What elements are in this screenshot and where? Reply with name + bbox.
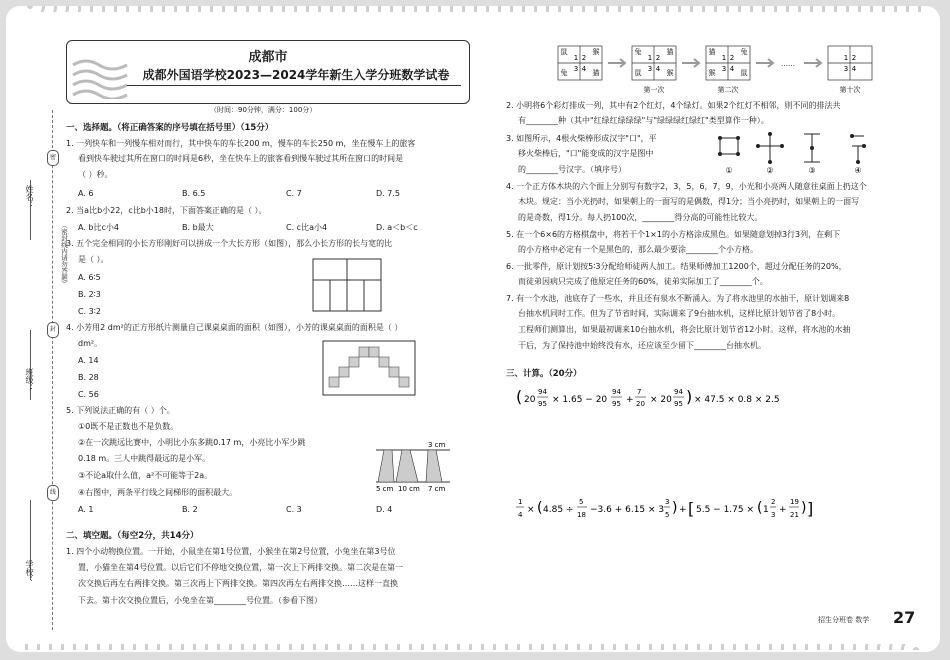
q1-option-d: D. 7.5 <box>376 189 400 198</box>
f3-line3: 的________号汉字。（填序号） <box>518 165 626 174</box>
svg-text:2: 2 <box>729 54 735 62</box>
q5-item4: ④右图中，两条平行线之间梯形的面积最大。 <box>78 488 238 497</box>
grid0-mouse: 鼠 <box>560 48 568 56</box>
f4-line1: 4. 一个正方体木块的六个面上分别写有数字2，3，5，6，7，9，小光和小亮两人随意往桌面上扔这个 <box>506 182 867 191</box>
q4-desk-figure <box>322 340 416 396</box>
arrow-icon <box>608 59 625 67</box>
seal-hint: （密封线内请勿答题） <box>60 222 68 287</box>
grid2-cat: 猫 <box>708 48 716 56</box>
svg-text:3: 3 <box>665 498 670 506</box>
f4-line3: 的是奇数，得1分。每人扔100次，________得分高的可能性比较大。 <box>518 213 763 222</box>
svg-text:1: 1 <box>721 54 727 62</box>
svg-text:(: ( <box>757 500 763 516</box>
f1-line3: 次交换后再左右两排交换。第三次再上下两排交换。第四次再左右两排交换……这样一直换 <box>78 579 398 588</box>
grid2-rabbit: 兔 <box>740 48 748 56</box>
match-label-2: ② <box>766 166 774 175</box>
svg-text:4: 4 <box>851 65 857 73</box>
svg-text:× 20: × 20 <box>650 395 672 405</box>
q5-line1: 5. 下列说法正确的有（ ）个。 <box>66 406 175 415</box>
svg-text:]: ] <box>807 499 814 518</box>
svg-text:4: 4 <box>518 511 523 519</box>
svg-text:): ) <box>801 500 807 516</box>
title-underline <box>127 85 461 86</box>
section-choice: 一、选择题。（将正确答案的序号填在括号里）（15分） <box>66 123 274 133</box>
q5-fig-label-1: 5 cm <box>376 485 394 493</box>
q1-option-a: A. 6 <box>78 189 94 198</box>
q4-line2: dm²。 <box>78 339 103 348</box>
svg-text:1: 1 <box>843 54 849 62</box>
animal-swap-figure <box>556 44 896 96</box>
q5-option-d: D. 4 <box>376 505 393 514</box>
svg-text:(: ( <box>516 387 523 406</box>
svg-text:94: 94 <box>674 388 683 396</box>
svg-text:2: 2 <box>581 54 587 62</box>
arrow-icon <box>804 59 821 67</box>
q2-option-d: D. a＜b＜c <box>376 223 418 232</box>
q5-option-b: B. 2 <box>182 505 198 514</box>
svg-text:+: + <box>626 395 634 405</box>
section-fill: 二、填空题。（每空2分，共14分） <box>66 531 199 541</box>
q4-option-a: A. 14 <box>78 356 99 365</box>
grid0-monkey: 猴 <box>592 48 600 56</box>
q5-fig-label-top: 3 cm <box>428 441 446 449</box>
grid1-monkey: 猴 <box>666 69 674 77</box>
svg-text:+: + <box>679 505 687 515</box>
caption-second: 第二次 <box>717 86 739 94</box>
svg-text:7: 7 <box>637 388 642 396</box>
f3-line1: 3. 如图所示，4根火柴棒形成汉字"口"，平 <box>506 134 657 143</box>
section-calc: 三、计算。（20分） <box>506 369 582 379</box>
q2-option-a: A. b比c小4 <box>78 223 119 232</box>
f3-line2: 移火柴棒后，"口"能变成的汉字是图中 <box>518 149 654 158</box>
q2-line1: 2. 当a比b小22，c比b小18时，下面答案正确的是（ ）。 <box>66 206 267 215</box>
q1-option-b: B. 6.5 <box>182 189 206 198</box>
svg-text:): ) <box>672 500 678 516</box>
class-label: 班级： <box>25 368 34 392</box>
svg-text:20: 20 <box>636 400 645 408</box>
svg-text:−3.6 + 6.15 × 3: −3.6 + 6.15 × 3 <box>590 505 665 515</box>
feng-mark: 封 <box>47 322 59 338</box>
q5-item3: ③不论a取什么值，a²不可能等于2a。 <box>78 471 213 480</box>
q3-option-b: B. 2∶3 <box>78 290 101 299</box>
page-number: 27 <box>893 608 916 627</box>
ellipsis-dots: …… <box>781 60 795 68</box>
q4-option-b: B. 28 <box>78 373 99 382</box>
footer-label: 招生分班卷 数学 <box>818 616 870 624</box>
exam-time: （时间：90分钟，满分：100分） <box>210 106 317 114</box>
seal-dashed-line <box>52 110 53 630</box>
q1-line1: 1. 一列快车和一列慢车相对而行，其中快车的车长200 m，慢车的车长250 m，坐在慢车上的旅客 <box>66 139 416 148</box>
q1-option-c: C. 7 <box>286 189 302 198</box>
svg-text:+: + <box>779 505 787 515</box>
q5-trapezoid-figure <box>372 438 452 494</box>
svg-text:3: 3 <box>573 65 579 73</box>
q3-option-c: C. 3∶2 <box>78 307 101 316</box>
q5-option-a: A. 1 <box>78 505 94 514</box>
svg-text:95: 95 <box>538 400 547 408</box>
svg-text:95: 95 <box>674 400 683 408</box>
svg-text:4: 4 <box>655 65 661 73</box>
q3-line2: 是（ ）。 <box>78 255 109 264</box>
arrow-icon <box>756 59 773 67</box>
q5-item2b: 0.18 m。三人中跳得最远的是小军。 <box>78 454 211 463</box>
grid1-cat: 猫 <box>666 48 674 56</box>
svg-text:94: 94 <box>612 388 621 396</box>
svg-text:3: 3 <box>647 65 653 73</box>
svg-text:3: 3 <box>771 511 776 519</box>
f1-line1: 1. 四个小动物换位置。一开始，小鼠坐在第1号位置，小猴坐在第2号位置，小兔坐在第3号位 <box>66 547 396 556</box>
school-label: 学校： <box>25 560 34 584</box>
svg-text:5: 5 <box>665 511 670 519</box>
bottom-border-wave <box>24 644 922 650</box>
f1-line2: 置，小猫坐在第4号位置。以后它们不停地交换位置，第一次上下两排交换。第二次是在第一 <box>78 563 404 572</box>
grid1-rabbit: 兔 <box>634 48 642 56</box>
name-label: 姓名： <box>25 185 34 209</box>
q3-rectangle-figure <box>312 258 382 312</box>
svg-text:94: 94 <box>538 388 547 396</box>
svg-text:(: ( <box>537 500 543 516</box>
svg-text:4: 4 <box>729 65 735 73</box>
grid2-monkey: 猴 <box>708 69 716 77</box>
q2-option-b: B. b最大 <box>182 223 214 232</box>
f5-line1: 5. 在一个6×6的方格棋盘中，将若干个1×1的小方格涂成黑色。如果随意划掉3行3列，在剩下 <box>506 230 841 239</box>
f6-line2: 而徒弟因病只完成了他原定任务的60%，徒弟实际加工了________个。 <box>518 277 768 286</box>
svg-text:× 1.65 − 20: × 1.65 − 20 <box>552 395 608 405</box>
matchstick-figure <box>712 130 892 176</box>
q5-option-c: C. 3 <box>286 505 302 514</box>
exam-title: 成都外国语学校2023—2024学年新生入学分班数学试卷 <box>142 68 450 82</box>
q1-line3: （ ）秒。 <box>78 170 113 179</box>
svg-text:3: 3 <box>721 65 727 73</box>
seal-mark: 密 <box>47 150 59 166</box>
match-label-1: ① <box>725 166 733 175</box>
f7-line3: 工程师们测算出，如果最初调来10台抽水机，将会比原计划节省12小时。这样，将水池的水抽 <box>518 325 851 334</box>
f6-line1: 6. 一批零件，原计划按5∶3分配给师徒两人加工。结果师傅加工1200个，超过分配任务的20%， <box>506 262 847 271</box>
svg-text:2: 2 <box>771 498 776 506</box>
svg-text:95: 95 <box>612 400 621 408</box>
q3-option-a: A. 6∶5 <box>78 273 101 282</box>
arrow-icon <box>682 59 699 67</box>
q5-item1: ①0既不是正数也不是负数。 <box>78 422 179 431</box>
svg-text:20: 20 <box>524 395 536 405</box>
f5-line2: 的小方格中必定有一个是黑色的，那么最少要涂________个小方格。 <box>518 245 758 254</box>
grid1-mouse: 鼠 <box>634 69 642 77</box>
svg-text:): ) <box>686 387 693 406</box>
caption-tenth: 第十次 <box>839 86 861 94</box>
svg-text:1: 1 <box>763 505 769 515</box>
caption-first: 第一次 <box>643 86 665 94</box>
match-label-3: ③ <box>808 166 816 175</box>
f7-line2: 台抽水机同时工作。但为了节省时间，实际调来了9台抽水机，这样比原计划节省了8小时。 <box>518 309 841 318</box>
svg-text:[: [ <box>688 499 695 518</box>
f2-line2: 有________种（其中"红绿红绿绿绿"与"绿绿绿红绿红"类型算作一种）。 <box>518 116 769 125</box>
q3-line1: 3. 五个完全相同的小长方形刚好可以拼成一个大长方形（如图），那么小长方形的长与宽的比 <box>66 239 393 248</box>
header-city: 成都市 <box>248 50 288 65</box>
f7-line4: 干后，为了保持池中始终没有水，还应该至少留下________台抽水机。 <box>518 341 766 350</box>
q5-fig-label-3: 7 cm <box>428 485 446 493</box>
svg-text:1: 1 <box>573 54 579 62</box>
q4-line1: 4. 小芳用2 dm²的正方形纸片测量自己课桌桌面的面积（如图），小芳的课桌桌面的面积是（ ） <box>66 323 403 332</box>
svg-text:18: 18 <box>577 511 586 519</box>
q2-option-c: C. c比a小4 <box>286 223 328 232</box>
svg-text:3: 3 <box>843 65 849 73</box>
svg-text:1: 1 <box>518 498 523 506</box>
q1-line2: 看到快车驶过其所在窗口的时间是6秒，坐在快车上的旅客看到慢车驶过其所在窗口的时间是 <box>78 154 404 163</box>
f4-line2: 木块。规定：当小光扔时，如果朝上的一面写的是偶数，得1分；当小亮扔时，如果朝上的一面写 <box>518 197 860 206</box>
match-label-4: ④ <box>854 166 862 175</box>
svg-text:2: 2 <box>655 54 661 62</box>
grid0-rabbit: 兔 <box>560 69 568 77</box>
f1-line4: 下去。第十次交换位置后，小兔坐在第________号位置。（参看下图） <box>78 596 322 605</box>
svg-text:4.85 ÷: 4.85 ÷ <box>543 505 574 515</box>
svg-text:×: × <box>527 505 535 515</box>
top-border-wave <box>24 6 922 12</box>
f2-line1: 2. 小明将6个彩灯排成一列，其中有2个红灯，4个绿灯。如果2个红灯不相邻，则不同的排法共 <box>506 101 841 110</box>
q5-fig-label-2: 10 cm <box>398 485 420 493</box>
svg-text:2: 2 <box>851 54 857 62</box>
f7-line1: 7. 有一个水池，池底存了一些水，并且还有泉水不断涌入。为了将水池里的水抽干，原计划调来8 <box>506 294 850 303</box>
calc-expression-1 <box>516 380 846 416</box>
svg-text:5.5 − 1.75 ×: 5.5 − 1.75 × <box>696 505 755 515</box>
line-mark: 线 <box>47 485 59 501</box>
calc-expression-2 <box>516 490 846 530</box>
svg-text:5: 5 <box>579 498 584 506</box>
svg-text:4: 4 <box>581 65 587 73</box>
q4-option-c: C. 56 <box>78 390 99 399</box>
grid0-cat: 猫 <box>592 69 600 77</box>
exam-header <box>66 40 470 104</box>
grid2-mouse: 鼠 <box>740 69 748 77</box>
svg-text:1: 1 <box>647 54 653 62</box>
svg-text:21: 21 <box>790 511 799 519</box>
q5-item2a: ②在一次跳远比赛中，小明比小东多跳0.17 m，小亮比小军少跳 <box>78 438 306 447</box>
calc1-tail: × 47.5 × 0.8 × 2.5 <box>694 395 780 405</box>
svg-text:19: 19 <box>790 498 799 506</box>
